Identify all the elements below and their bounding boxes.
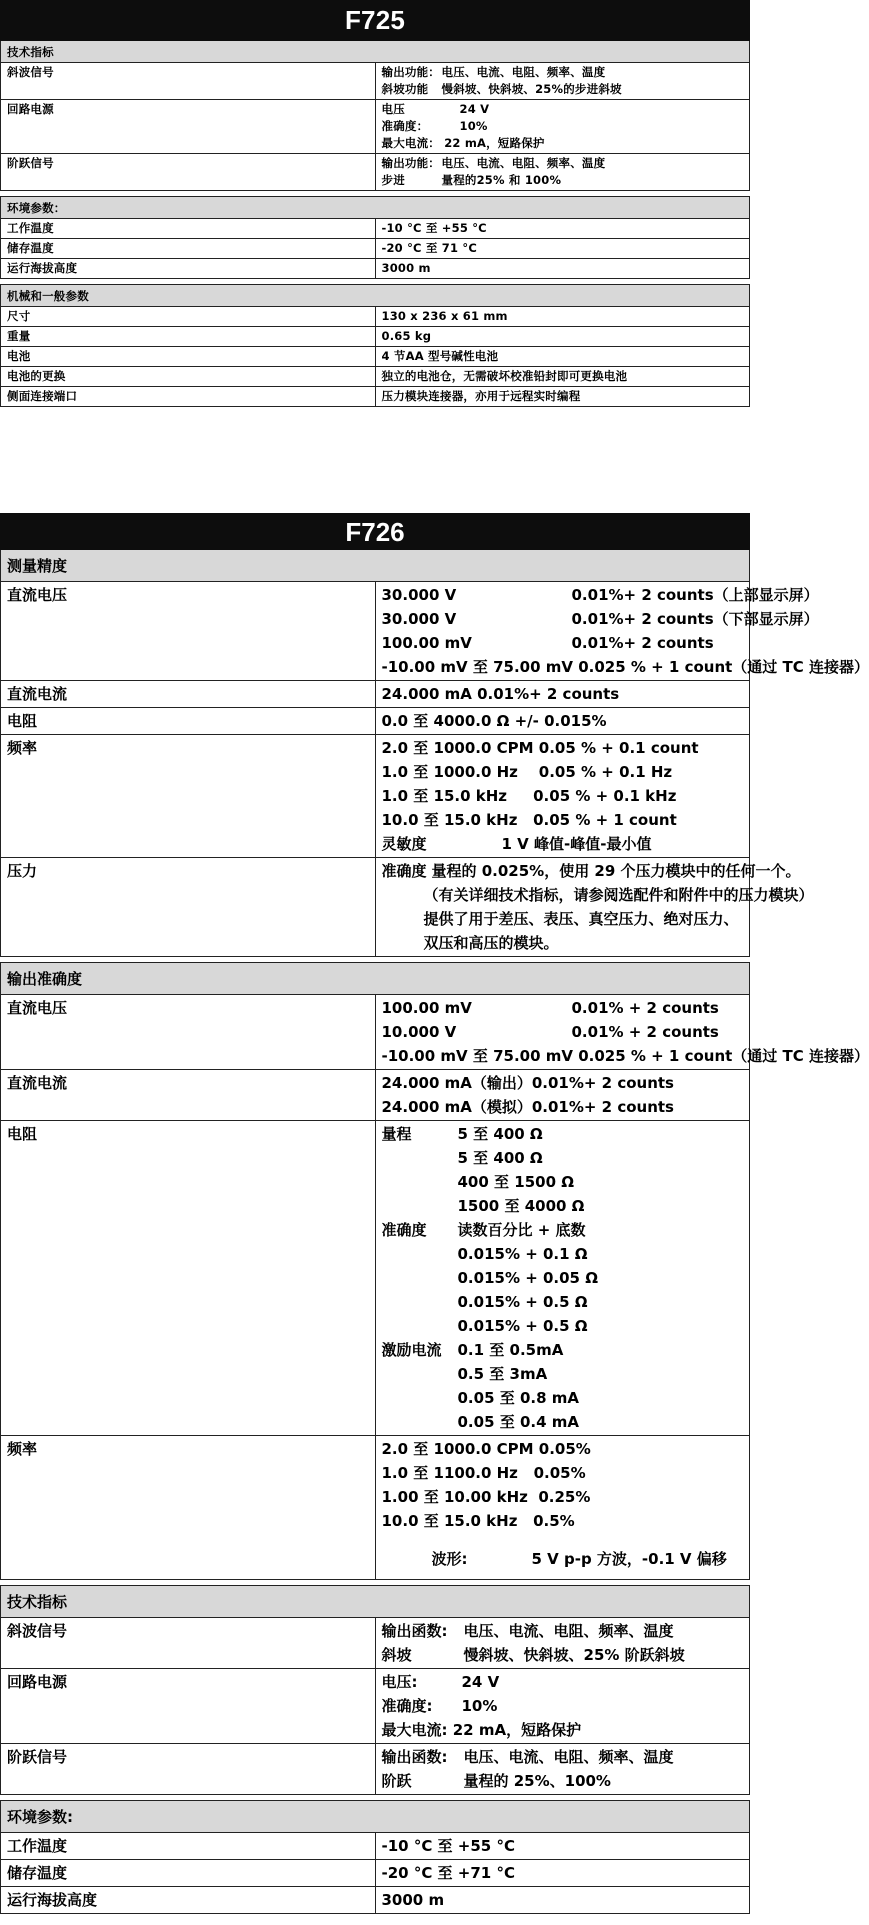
row-label: 回路电源 <box>1 100 376 154</box>
f725-tech-header: 技术指标 <box>1 41 750 63</box>
f726-pressure-row: 压力 准确度 量程的 0.025%，使用 29 个压力模块中的任何一个。 （有关详细技术指标，请参阅选配件和附件中的压力模块） 提供了用于差压、表压、真空压力、绝对压力、双压和高压的模块。 <box>1 858 750 957</box>
f726-env-header: 环境参数: <box>1 1801 750 1833</box>
f726-env-row: 运行海拔高度 3000 m <box>1 1887 750 1914</box>
f726-title: F726 <box>1 514 750 550</box>
f726-out-dci-row: 直流电流 24.000 mA（输出）0.01%+ 2 counts 24.000 mA（模拟）0.01%+ 2 counts <box>1 1070 750 1121</box>
f725-mech-row: 尺寸 130 x 236 x 61 mm <box>1 307 750 327</box>
f725-mech-row: 侧面连接端口 压力模块连接器，亦用于远程实时编程 <box>1 387 750 407</box>
f726-out-header: 输出准确度 <box>1 963 750 995</box>
f725-mech-row: 重量 0.65 kg <box>1 327 750 347</box>
row-value: 输出功能： 电压、电流、电阻、频率、温度 斜坡功能 慢斜坡、快斜坡、25%的步进斜坡 <box>375 63 750 100</box>
f726-out-freq-row: 频率 2.0 至 1000.0 CPM 0.05% 1.0 至 1100.0 Hz 0.05% 1.00 至 10.00 kHz 0.25% 10.0 至 15.0 kHz 0.5% 波形: 5 V p-p 方波，-0.1 V 偏移 <box>1 1436 750 1580</box>
f726-env-row: 储存温度 -20 °C 至 +71 °C <box>1 1860 750 1887</box>
f725-mech-header: 机械和一般参数 <box>1 285 750 307</box>
f726-res-row: 电阻 0.0 至 4000.0 Ω +/- 0.015% <box>1 708 750 735</box>
f726-spec-table <box>0 513 869 1914</box>
f726-out-dcv-row: 直流电压 100.00 mV 0.01% + 2 counts 10.000 V 0.01% + 2 counts -10.00 mV 至 75.00 mV 0.025 % + 1 count（通过 TC 连接器） <box>1 995 750 1070</box>
f726-freq-row: 频率 2.0 至 1000.0 CPM 0.05 % + 0.1 count 1.0 至 1000.0 Hz 0.05 % + 0.1 Hz 1.0 至 15.0 kHz 0.05 % + 0.1 kHz 10.0 至 15.0 kHz 0.05 % + 1 count 灵敏度 1 V 峰值-峰值-最小值 <box>1 735 750 858</box>
f726-out-res-row: 电阻 量程 5 至 400 Ω 5 至 400 Ω 400 至 1500 Ω 1500 至 4000 Ω 准确度 读数百分比 + 底数 0.015% + 0.1 Ω 0.015% + 0.05 Ω 0.015% + 0.5 Ω 0.015% + 0.5 Ω 激励电流 0.1 至 0.5mA 0.5 至 3mA 0.05 至 0.8 mA 0.05 至 0.4 mA <box>1 1121 750 1436</box>
f725-spec-table <box>0 0 750 407</box>
f725-env-row: 储存温度 -20 °C 至 71 °C <box>1 239 750 259</box>
row-label: 阶跃信号 <box>1 154 376 191</box>
f725-env-row: 运行海拔高度 3000 m <box>1 259 750 279</box>
f725-title: F725 <box>1 1 750 41</box>
f726-dci-row: 直流电流 24.000 mA 0.01%+ 2 counts <box>1 681 750 708</box>
f726-meas-header: 测量精度 <box>1 550 750 582</box>
f725-loop-row <box>1 100 750 154</box>
f726-env-row: 工作温度 -10 °C 至 +55 °C <box>1 1833 750 1860</box>
f725-env-header: 环境参数： <box>1 197 750 219</box>
f725-mech-row: 电池的更换 独立的电池仓，无需破坏校准铅封即可更换电池 <box>1 367 750 387</box>
row-label: 斜波信号 <box>1 63 376 100</box>
row-value: 电压 24 V 准确度： 10% 最大电流： 22 mA，短路保护 <box>375 100 750 154</box>
f726-loop-row: 回路电源 电压: 24 V 准确度: 10% 最大电流: 22 mA，短路保护 <box>1 1669 750 1744</box>
f725-step-row <box>1 154 750 191</box>
f725-ramp-row <box>1 63 750 100</box>
row-value: 输出功能： 电压、电流、电阻、频率、温度 步进 量程的25% 和 100% <box>375 154 750 191</box>
f726-step-row: 阶跃信号 输出函数: 电压、电流、电阻、频率、温度 阶跃 量程的 25%、100% <box>1 1744 750 1795</box>
f726-tech-header: 技术指标 <box>1 1586 750 1618</box>
f725-mech-row: 电池 4 节AA 型号碱性电池 <box>1 347 750 367</box>
f726-ramp-row: 斜波信号 输出函数: 电压、电流、电阻、频率、温度 斜坡 慢斜坡、快斜坡、25% 阶跃斜坡 <box>1 1618 750 1669</box>
f726-dcv-row: 直流电压 30.000 V 0.01%+ 2 counts（上部显示屏） 30.000 V 0.01%+ 2 counts（下部显示屏） 100.00 mV 0.01%+ 2 counts -10.00 mV 至 75.00 mV 0.025 % + 1 count（通过 TC 连接器） <box>1 582 750 681</box>
f725-env-row: 工作温度 -10 °C 至 +55 °C <box>1 219 750 239</box>
